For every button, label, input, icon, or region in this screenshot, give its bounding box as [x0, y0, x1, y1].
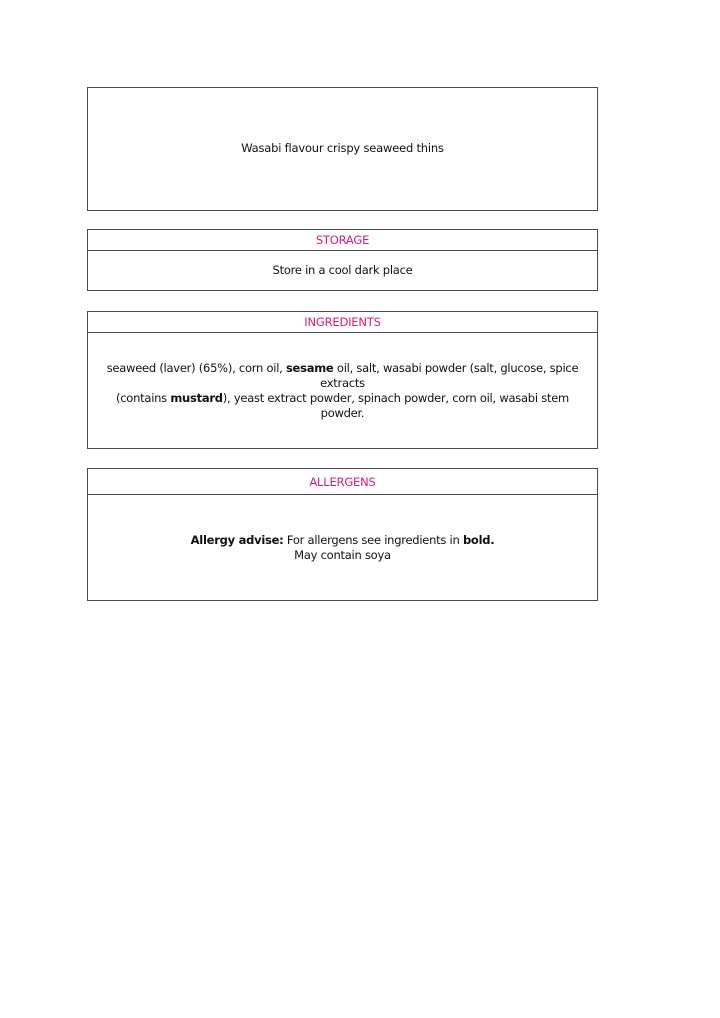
storage-text: Store in a cool dark place — [272, 263, 413, 277]
ingredients-section — [87, 311, 598, 449]
ingredients-line-2 — [102, 391, 583, 421]
storage-heading: STORAGE — [88, 230, 597, 251]
allergen-sesame: sesame — [285, 360, 334, 375]
storage-text-area — [88, 251, 597, 290]
allergen-mustard: mustard — [170, 390, 223, 405]
allergens-text-area — [88, 495, 597, 600]
allergens-section — [87, 468, 598, 601]
allergy-advise-label: Allergy advise: — [190, 532, 284, 547]
may-contain-line: May contain soya — [294, 547, 391, 562]
ingredients-text-area — [88, 333, 597, 448]
allergy-advise-bold: bold. — [462, 532, 495, 547]
ingredients-line-1 — [102, 361, 583, 391]
ingredients-heading: INGREDIENTS — [88, 312, 597, 333]
allergens-heading: ALLERGENS — [88, 469, 597, 495]
ingredients-text: ), yeast extract powder, spinach powder, corn oil, wasabi stem powder. — [222, 390, 569, 420]
ingredients-text: seaweed (laver) (65%), corn oil, — [106, 360, 286, 375]
allergy-advise-line — [191, 533, 495, 548]
product-name: Wasabi flavour crispy seaweed thins — [241, 141, 444, 155]
allergy-advise-text: For allergens see ingredients in — [283, 532, 463, 547]
product-name-box — [87, 87, 598, 211]
ingredients-text: oil, salt, wasabi powder (salt, glucose, spice extracts — [320, 360, 579, 390]
storage-section — [87, 229, 598, 291]
ingredients-text: (contains — [116, 390, 171, 405]
